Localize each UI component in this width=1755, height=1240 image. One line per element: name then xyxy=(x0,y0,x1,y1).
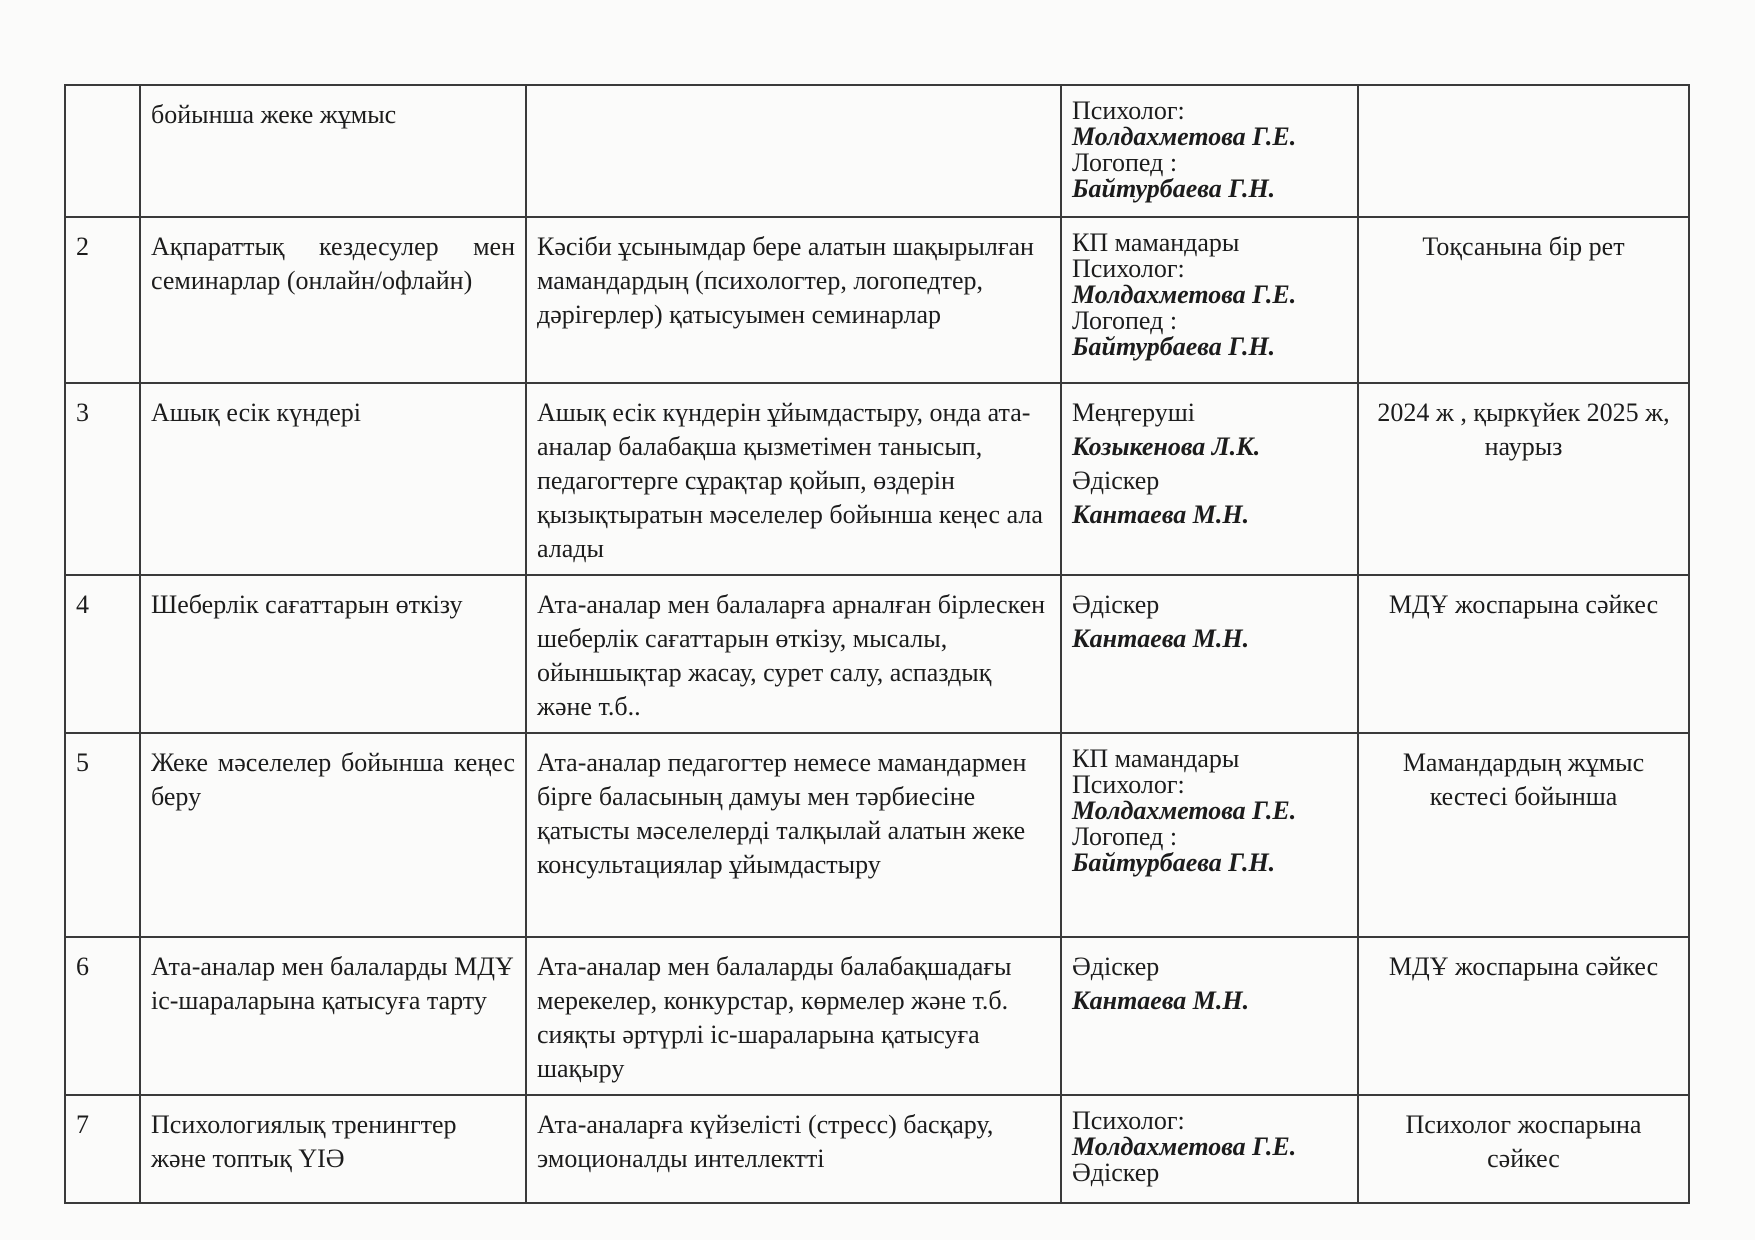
event-name-cell: Психологиялық тренингтер және топтық ҮІӘ xyxy=(140,1095,526,1203)
table-row xyxy=(65,217,1689,383)
row-number-cell: 5 xyxy=(65,733,140,937)
deadline-cell: 2024 ж , қыркүйек 2025 ж, наурыз xyxy=(1358,383,1689,575)
table-row xyxy=(65,85,1689,217)
deadline-cell xyxy=(1358,85,1689,217)
responsible-person-name: Кантаева М.Н. xyxy=(1072,986,1250,1015)
table-row xyxy=(65,733,1689,937)
responsible-cell xyxy=(1061,1095,1358,1203)
responsible-person-name: Молдахметова Г.Е. xyxy=(1072,1132,1297,1161)
plan-table-body xyxy=(65,85,1689,1203)
deadline-cell: МДҰ жоспарына сәйкес xyxy=(1358,575,1689,733)
event-name-cell: Ақпараттық кездесулер мен семинарлар (онлайн/офлайн) xyxy=(140,217,526,383)
table-row xyxy=(65,575,1689,733)
event-name-cell: Жеке мәселелер бойынша кеңес беру xyxy=(140,733,526,937)
responsible-role: Логопед : xyxy=(1072,306,1178,335)
row-number-cell: 2 xyxy=(65,217,140,383)
event-name-cell: Ашық есік күндері xyxy=(140,383,526,575)
description-cell: Ата-аналар мен балаларға арналған бірлескен шеберлік сағаттарын өткізу, мысалы, ойыншықтар жасау, сурет салу, аспаздық және т.б.. xyxy=(526,575,1061,733)
responsible-cell xyxy=(1061,217,1358,383)
plan-table xyxy=(64,84,1690,1204)
responsible-role: Психолог: xyxy=(1072,96,1185,125)
row-number-cell: 6 xyxy=(65,937,140,1095)
responsible-role: Логопед : xyxy=(1072,148,1178,177)
description-cell: Ата-аналарға күйзелісті (стресс) басқару, эмоционалды интеллектті xyxy=(526,1095,1061,1203)
responsible-role: КП мамандары xyxy=(1072,744,1240,773)
event-name-cell: бойынша жеке жұмыс xyxy=(140,85,526,217)
responsible-cell xyxy=(1061,85,1358,217)
responsible-person-name: Кантаева М.Н. xyxy=(1072,500,1250,529)
row-number-cell: 3 xyxy=(65,383,140,575)
table-row xyxy=(65,1095,1689,1203)
description-cell: Кәсіби ұсынымдар бере алатын шақырылған мамандардың (психологтер, логопедтер, дәрігерлер) қатысуымен семинарлар xyxy=(526,217,1061,383)
responsible-role: Психолог: xyxy=(1072,254,1185,283)
responsible-cell xyxy=(1061,733,1358,937)
deadline-cell: МДҰ жоспарына сәйкес xyxy=(1358,937,1689,1095)
responsible-cell xyxy=(1061,937,1358,1095)
responsible-person-name: Молдахметова Г.Е. xyxy=(1072,796,1297,825)
responsible-role: Әдіскер xyxy=(1072,1158,1160,1187)
responsible-role: Логопед : xyxy=(1072,822,1178,851)
responsible-role: КП мамандары xyxy=(1072,228,1240,257)
responsible-role: Психолог: xyxy=(1072,1106,1185,1135)
table-row xyxy=(65,383,1689,575)
responsible-person-name: Байтурбаева Г.Н. xyxy=(1072,848,1276,877)
responsible-cell xyxy=(1061,383,1358,575)
responsible-role: Психолог: xyxy=(1072,770,1185,799)
description-cell xyxy=(526,85,1061,217)
event-name-cell: Ата-аналар мен балаларды МДҰ іс-шараларына қатысуға тарту xyxy=(140,937,526,1095)
responsible-role: Әдіскер xyxy=(1072,952,1160,981)
responsible-cell xyxy=(1061,575,1358,733)
responsible-role: Әдіскер xyxy=(1072,590,1160,619)
deadline-cell: Психолог жоспарына сәйкес xyxy=(1358,1095,1689,1203)
responsible-person-name: Молдахметова Г.Е. xyxy=(1072,122,1297,151)
responsible-person-name: Кантаева М.Н. xyxy=(1072,624,1250,653)
row-number-cell xyxy=(65,85,140,217)
responsible-role: Меңгеруші xyxy=(1072,398,1195,427)
deadline-cell: Мамандардың жұмыс кестесі бойынша xyxy=(1358,733,1689,937)
row-number-cell: 7 xyxy=(65,1095,140,1203)
table-row xyxy=(65,937,1689,1095)
responsible-role: Әдіскер xyxy=(1072,466,1160,495)
responsible-person-name: Молдахметова Г.Е. xyxy=(1072,280,1297,309)
description-cell: Ата-аналар мен балаларды балабақшадағы мерекелер, конкурстар, көрмелер және т.б. сияқты әртүрлі іс-шараларына қатысуға шақыру xyxy=(526,937,1061,1095)
description-cell: Ата-аналар педагогтер немесе мамандармен бірге баласының дамуы мен тәрбиесіне қатысты мәселелерді талқылай алатын жеке консультациялар ұйымдастыру xyxy=(526,733,1061,937)
row-number-cell: 4 xyxy=(65,575,140,733)
responsible-person-name: Козыкенова Л.К. xyxy=(1072,432,1261,461)
description-cell: Ашық есік күндерін ұйымдастыру, онда ата-аналар балабақша қызметімен танысып, педагогтерге сұрақтар қойып, өздерін қызықтыратын мәселелер бойынша кеңес ала алады xyxy=(526,383,1061,575)
responsible-person-name: Байтурбаева Г.Н. xyxy=(1072,174,1276,203)
responsible-person-name: Байтурбаева Г.Н. xyxy=(1072,332,1276,361)
event-name-cell: Шеберлік сағаттарын өткізу xyxy=(140,575,526,733)
deadline-cell: Тоқсанына бір рет xyxy=(1358,217,1689,383)
